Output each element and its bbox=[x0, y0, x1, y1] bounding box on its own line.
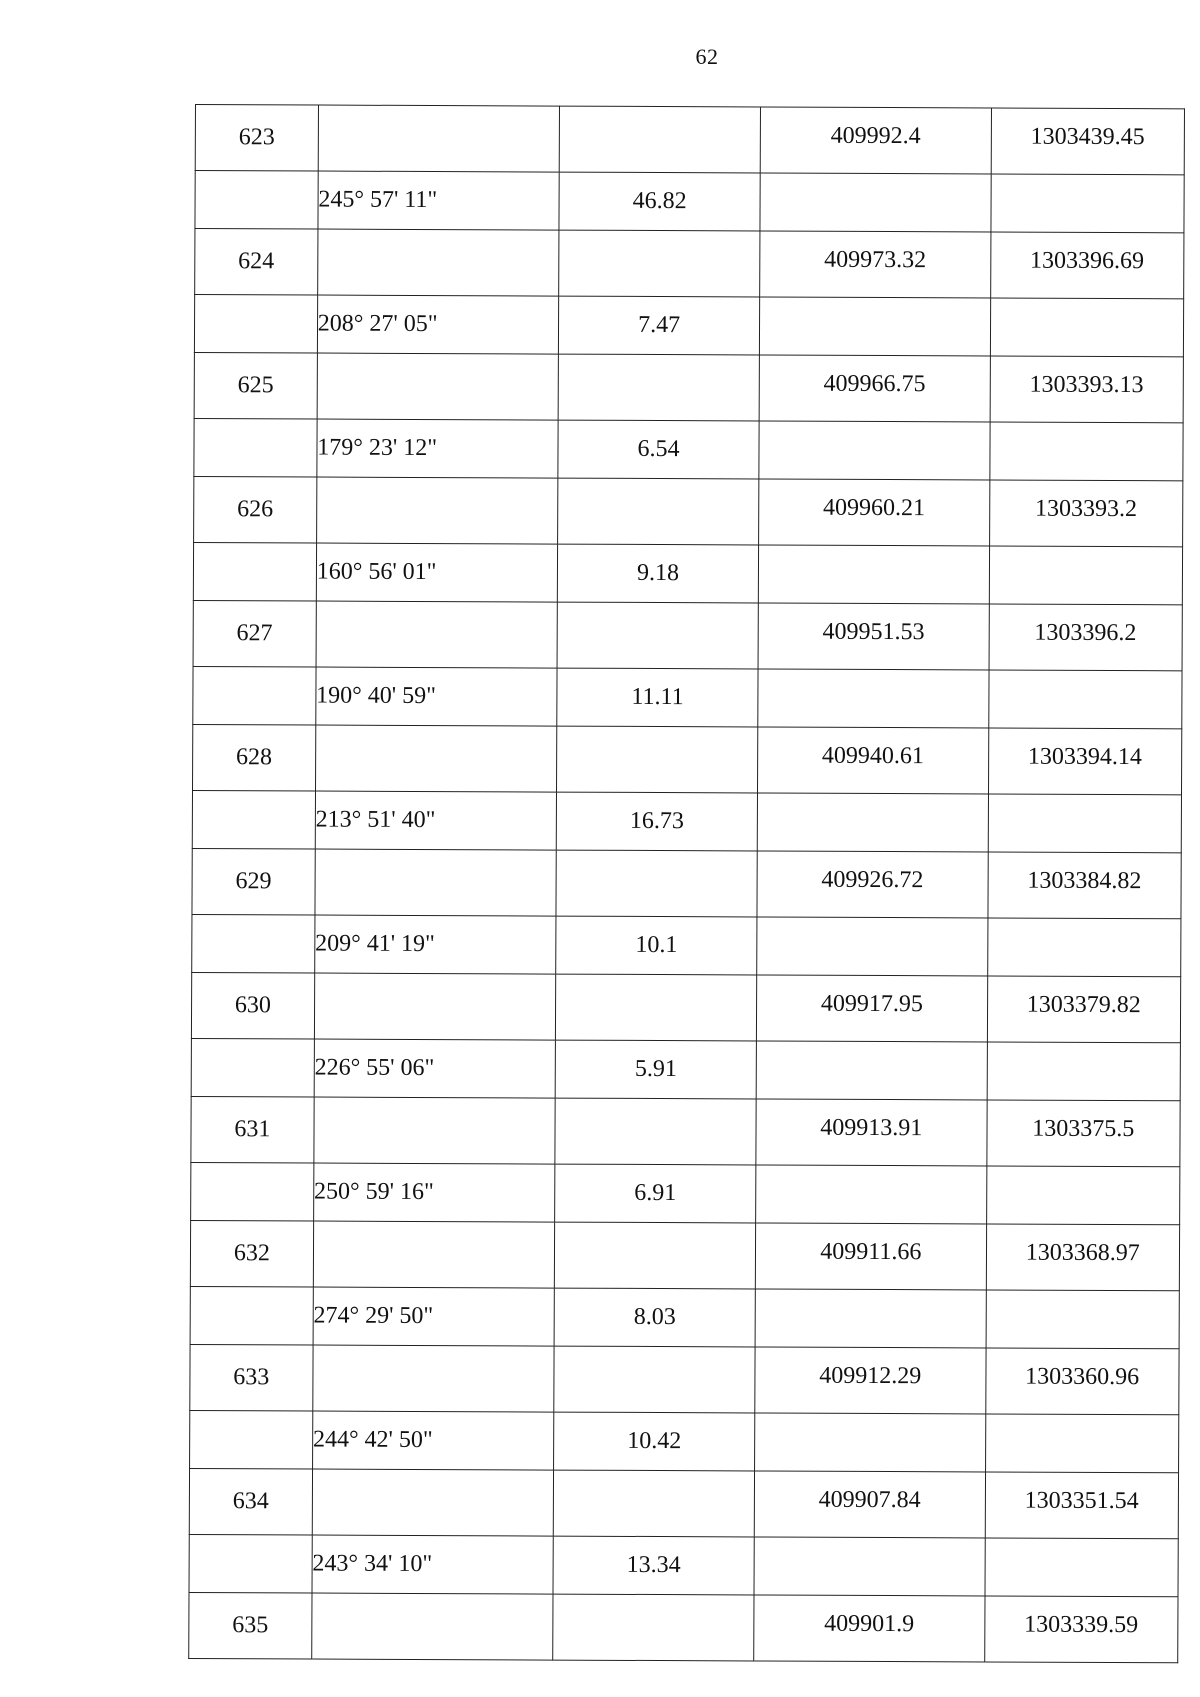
easting-cell bbox=[989, 546, 1183, 605]
easting-cell: 1303375.5 bbox=[986, 1100, 1180, 1167]
northing-cell: 409901.9 bbox=[754, 1595, 985, 1662]
bearing-cell bbox=[316, 477, 558, 544]
easting-cell bbox=[988, 670, 1182, 729]
northing-cell: 409907.84 bbox=[754, 1471, 985, 1538]
table-row-point bbox=[189, 1592, 1178, 1662]
point-id-cell: 632 bbox=[190, 1220, 313, 1287]
table-row-point bbox=[194, 352, 1183, 422]
point-id-cell bbox=[190, 1286, 313, 1345]
point-id-cell: 633 bbox=[190, 1344, 313, 1411]
table-row-leg bbox=[193, 542, 1182, 604]
bearing-cell bbox=[315, 725, 557, 792]
table-row-point bbox=[190, 1344, 1179, 1414]
easting-cell bbox=[984, 1538, 1178, 1597]
point-id-cell: 623 bbox=[195, 105, 318, 172]
point-id-cell bbox=[194, 295, 317, 354]
table-row-leg bbox=[193, 666, 1182, 728]
point-id-cell bbox=[191, 1038, 314, 1097]
bearing-cell bbox=[312, 1469, 554, 1536]
distance-cell: 9.18 bbox=[557, 544, 758, 603]
northing-cell bbox=[756, 1165, 987, 1224]
distance-cell bbox=[557, 726, 758, 793]
easting-cell: 1303396.69 bbox=[990, 232, 1184, 299]
northing-cell: 409926.72 bbox=[757, 851, 988, 918]
table-row-leg bbox=[190, 1286, 1179, 1348]
point-id-cell: 629 bbox=[192, 848, 315, 915]
distance-cell: 7.47 bbox=[558, 296, 759, 355]
point-id-cell bbox=[193, 666, 316, 725]
table-row-leg bbox=[189, 1534, 1178, 1596]
table-row-point bbox=[195, 105, 1184, 175]
table-row-point bbox=[190, 1220, 1179, 1290]
point-id-cell bbox=[190, 1410, 313, 1469]
bearing-cell bbox=[313, 1221, 555, 1288]
northing-cell: 409960.21 bbox=[759, 479, 990, 546]
point-id-cell bbox=[189, 1534, 312, 1593]
distance-cell bbox=[555, 1098, 756, 1165]
table-row-point bbox=[191, 972, 1180, 1042]
page-number: 62 bbox=[695, 44, 719, 69]
table-body bbox=[189, 105, 1185, 1663]
point-id-cell: 627 bbox=[193, 600, 316, 667]
bearing-cell bbox=[318, 105, 560, 172]
table-row-point bbox=[193, 600, 1182, 670]
distance-cell: 11.11 bbox=[557, 668, 758, 727]
bearing-cell bbox=[312, 1593, 554, 1660]
northing-cell bbox=[756, 1041, 987, 1100]
northing-cell: 409951.53 bbox=[758, 603, 989, 670]
northing-cell bbox=[760, 297, 991, 356]
point-id-cell bbox=[192, 914, 315, 973]
easting-cell bbox=[986, 1166, 1180, 1225]
distance-cell bbox=[556, 850, 757, 917]
northing-cell: 409913.91 bbox=[756, 1099, 987, 1166]
bearing-cell bbox=[314, 973, 556, 1040]
distance-cell: 10.42 bbox=[554, 1412, 755, 1471]
distance-cell bbox=[559, 230, 760, 297]
distance-cell bbox=[559, 106, 760, 173]
distance-cell: 5.91 bbox=[555, 1040, 756, 1099]
easting-cell: 1303360.96 bbox=[985, 1348, 1179, 1415]
bearing-cell: 213° 51' 40" bbox=[315, 791, 557, 850]
table-row-point bbox=[189, 1468, 1178, 1538]
northing-cell bbox=[759, 421, 990, 480]
northing-cell bbox=[757, 793, 988, 852]
survey-coordinates-table bbox=[188, 104, 1185, 1663]
northing-cell bbox=[754, 1537, 985, 1596]
table-row-point bbox=[193, 724, 1182, 794]
northing-cell bbox=[760, 173, 991, 232]
point-id-cell: 628 bbox=[193, 724, 316, 791]
point-id-cell bbox=[192, 790, 315, 849]
distance-cell: 46.82 bbox=[559, 172, 760, 231]
easting-cell bbox=[990, 298, 1184, 357]
distance-cell bbox=[554, 1222, 755, 1289]
distance-cell bbox=[558, 478, 759, 545]
distance-cell: 8.03 bbox=[554, 1288, 755, 1347]
bearing-cell: 226° 55' 06" bbox=[314, 1039, 556, 1098]
easting-cell bbox=[987, 918, 1181, 977]
northing-cell: 409912.29 bbox=[755, 1347, 986, 1414]
distance-cell bbox=[553, 1594, 754, 1661]
northing-cell: 409917.95 bbox=[757, 975, 988, 1042]
point-id-cell: 635 bbox=[189, 1592, 312, 1659]
table-row-point bbox=[195, 229, 1184, 299]
northing-cell: 409966.75 bbox=[759, 355, 990, 422]
easting-cell: 1303393.13 bbox=[990, 356, 1184, 423]
table-row-leg bbox=[192, 790, 1181, 852]
point-id-cell bbox=[195, 171, 318, 230]
northing-cell bbox=[755, 1289, 986, 1348]
easting-cell: 1303339.59 bbox=[984, 1596, 1178, 1663]
northing-cell bbox=[758, 669, 989, 728]
easting-cell bbox=[990, 174, 1184, 233]
table-row-leg bbox=[190, 1410, 1179, 1472]
point-id-cell bbox=[191, 1162, 314, 1221]
northing-cell: 409911.66 bbox=[755, 1223, 986, 1290]
easting-cell: 1303379.82 bbox=[987, 976, 1181, 1043]
bearing-cell: 244° 42' 50" bbox=[312, 1411, 554, 1470]
easting-cell: 1303368.97 bbox=[986, 1224, 1180, 1291]
bearing-cell bbox=[314, 1097, 556, 1164]
distance-cell: 13.34 bbox=[553, 1536, 754, 1595]
bearing-cell: 190° 40' 59" bbox=[316, 667, 558, 726]
easting-cell bbox=[989, 422, 1183, 481]
table-row-point bbox=[194, 476, 1183, 546]
easting-cell: 1303396.2 bbox=[989, 604, 1183, 671]
bearing-cell: 179° 23' 12" bbox=[317, 419, 559, 478]
distance-cell: 16.73 bbox=[556, 792, 757, 851]
easting-cell: 1303439.45 bbox=[991, 108, 1185, 175]
northing-cell bbox=[757, 917, 988, 976]
bearing-cell: 243° 34' 10" bbox=[312, 1535, 554, 1594]
bearing-cell: 245° 57' 11" bbox=[318, 171, 560, 230]
easting-cell bbox=[986, 1290, 1180, 1349]
distance-cell bbox=[554, 1346, 755, 1413]
point-id-cell: 625 bbox=[194, 352, 317, 419]
bearing-cell bbox=[317, 229, 559, 296]
distance-cell: 6.54 bbox=[558, 420, 759, 479]
bearing-cell: 274° 29' 50" bbox=[313, 1287, 555, 1346]
point-id-cell: 630 bbox=[191, 972, 314, 1039]
point-id-cell: 624 bbox=[195, 229, 318, 296]
table-row-leg bbox=[194, 295, 1183, 357]
bearing-cell: 209° 41' 19" bbox=[315, 915, 557, 974]
easting-cell: 1303394.14 bbox=[988, 728, 1182, 795]
distance-cell: 10.1 bbox=[556, 916, 757, 975]
table-row-point bbox=[192, 848, 1181, 918]
bearing-cell: 208° 27' 05" bbox=[317, 295, 559, 354]
northing-cell: 409973.32 bbox=[760, 231, 991, 298]
point-id-cell: 626 bbox=[194, 476, 317, 543]
distance-cell bbox=[555, 974, 756, 1041]
easting-cell: 1303393.2 bbox=[989, 480, 1183, 547]
distance-cell: 6.91 bbox=[555, 1164, 756, 1223]
distance-cell bbox=[557, 602, 758, 669]
bearing-cell bbox=[316, 601, 558, 668]
distance-cell bbox=[558, 354, 759, 421]
easting-cell: 1303384.82 bbox=[987, 852, 1181, 919]
easting-cell bbox=[987, 1042, 1181, 1101]
table-row-point bbox=[191, 1096, 1180, 1166]
northing-cell bbox=[755, 1413, 986, 1472]
point-id-cell: 634 bbox=[189, 1468, 312, 1535]
table-row-leg bbox=[195, 171, 1184, 233]
table-row-leg bbox=[192, 914, 1181, 976]
bearing-cell bbox=[317, 353, 559, 420]
point-id-cell bbox=[194, 418, 317, 477]
table-row-leg bbox=[191, 1038, 1180, 1100]
bearing-cell bbox=[313, 1345, 555, 1412]
northing-cell: 409940.61 bbox=[758, 727, 989, 794]
northing-cell: 409992.4 bbox=[760, 107, 991, 174]
bearing-cell bbox=[315, 849, 557, 916]
point-id-cell bbox=[193, 542, 316, 601]
easting-cell bbox=[988, 794, 1182, 853]
northing-cell bbox=[758, 545, 989, 604]
easting-cell bbox=[985, 1414, 1179, 1473]
bearing-cell: 160° 56' 01" bbox=[316, 543, 558, 602]
point-id-cell: 631 bbox=[191, 1096, 314, 1163]
easting-cell: 1303351.54 bbox=[985, 1472, 1179, 1539]
table-row-leg bbox=[194, 418, 1183, 480]
table-row-leg bbox=[191, 1162, 1180, 1224]
bearing-cell: 250° 59' 16" bbox=[313, 1163, 555, 1222]
distance-cell bbox=[553, 1470, 754, 1537]
